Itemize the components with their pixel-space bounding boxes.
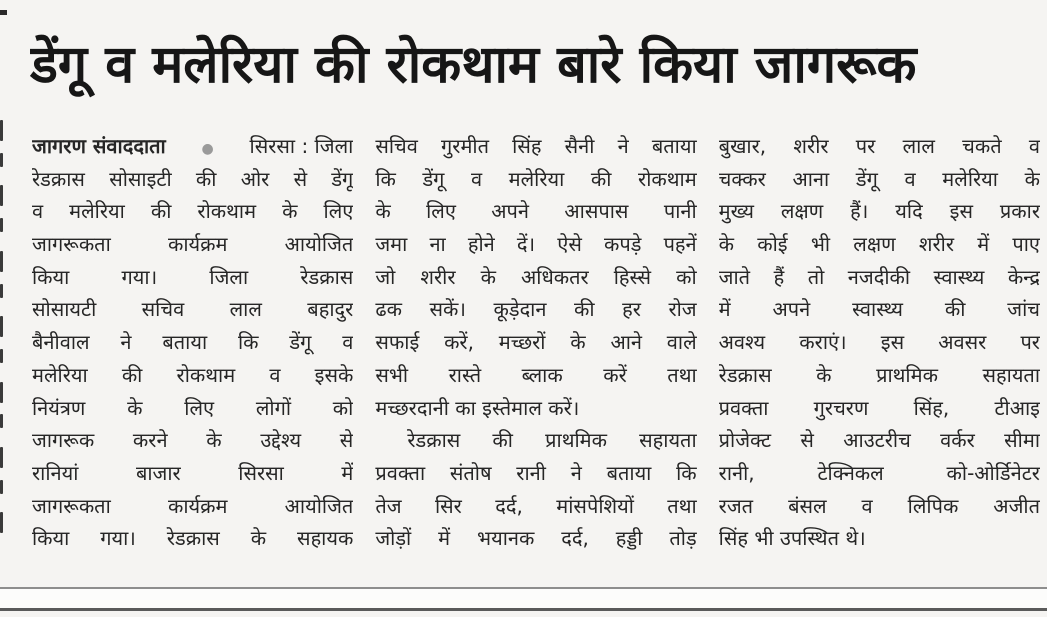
article-line: तेज सिर दर्द, मांसपेशियों तथा [375, 493, 697, 518]
article-line: सिंह भी उपस्थित थे। [718, 526, 866, 551]
article-line: सोसायटी सचिव लाल बहादुर [32, 297, 354, 322]
article-line: जागरूकता कार्यक्रम आयोजित [32, 493, 354, 518]
left-edge-fragment [0, 349, 3, 363]
article-line: अवश्य कराएं। इस अवसर पर [718, 330, 1040, 355]
dateline-location: सिरसा : जिला [249, 134, 354, 158]
article-line: के कोई भी लक्षण शरीर में पाए [718, 232, 1040, 257]
headline: डेंगू व मलेरिया की रोकथाम बारे किया जागरूक [30, 35, 917, 95]
article-column-3 [719, 130, 1040, 562]
article-line: रजत बंसल व लिपिक अजीत [718, 493, 1040, 518]
article-body [32, 130, 1040, 562]
article-line: ढक सकें। कूड़ेदान की हर रोज [375, 297, 697, 322]
left-edge-fragment [0, 185, 3, 206]
left-edge-fragment [0, 512, 3, 533]
dateline-bullet-icon: ● [201, 141, 214, 157]
dateline-source: जागरण संवाददाता [32, 134, 166, 158]
article-line: जागरूक करने के उद्देश्य से [32, 428, 354, 453]
left-edge-fragment [0, 120, 3, 141]
article-line: रेडक्रास के प्राथमिक सहायता [718, 362, 1040, 387]
article-line: व मलेरिया की रोकथाम के लिए [32, 199, 354, 224]
article-column-2 [375, 130, 696, 562]
left-edge-fragment [0, 153, 3, 167]
article-line: प्रोजेक्ट से आउटरीच वर्कर सीमा [718, 428, 1040, 453]
left-edge-fragment [0, 480, 3, 494]
article-line: के लिए अपने आसपास पानी [375, 199, 697, 224]
article-line: मच्छरदानी का इस्तेमाल करें। [375, 395, 580, 420]
article-line: मलेरिया की रोकथाम व इसके [32, 362, 354, 387]
scan-edge-mark [0, 10, 7, 15]
bottom-rule-thin [0, 587, 1047, 589]
rule-gap [0, 589, 1047, 608]
article-line: किया गया। रेडक्रास के सहायक [32, 526, 354, 551]
left-edge-fragment [0, 414, 3, 428]
article-line: प्रवक्ता गुरचरण सिंह, टीआइ [718, 395, 1040, 420]
article-line: रानी, टेक्निकल को-ओर्डिनेटर [718, 460, 1040, 485]
article-line: प्रवक्ता संतोष रानी ने बताया कि [375, 460, 697, 485]
bottom-rule-thick [0, 608, 1047, 611]
article-line: जोड़ों में भयानक दर्द, हड्डी तोड़ [375, 526, 697, 551]
article-line: बुखार, शरीर पर लाल चकते व [718, 134, 1040, 158]
left-edge-fragment [0, 447, 3, 468]
cutoff-left-column-fragments [0, 112, 10, 564]
article-line [32, 130, 353, 163]
article-line: जागरूकता कार्यक्रम आयोजित [32, 232, 354, 257]
article-line: रानियां बाजार सिरसा में [32, 460, 354, 485]
article-line: कि डेंगू व मलेरिया की रोकथाम [375, 166, 697, 191]
article-line: सफाई करें, मच्छरों के आने वाले [375, 330, 697, 355]
article-line: रेडक्रास की प्राथमिक सहायता [407, 428, 697, 453]
article-line: जाते हैं तो नजदीकी स्वास्थ्य केन्द्र [718, 264, 1040, 289]
left-edge-fragment [0, 316, 3, 337]
article-line: जो शरीर के अधिकतर हिस्से को [375, 264, 697, 289]
article-line: मुख्य लक्षण हैं। यदि इस प्रकार [718, 199, 1040, 224]
article-line: सभी रास्ते ब्लाक करें तथा [375, 362, 697, 387]
left-edge-fragment [0, 251, 3, 272]
article-line: जमा ना होने दें। ऐसे कपड़े पहनें [375, 232, 697, 257]
left-edge-fragment [0, 382, 3, 403]
article-line: चक्कर आना डेंगू व मलेरिया के [718, 166, 1040, 191]
article-line: में अपने स्वास्थ्य की जांच [718, 297, 1040, 322]
left-edge-fragment [0, 284, 3, 298]
article-line: सचिव गुरमीत सिंह सैनी ने बताया [375, 134, 697, 158]
article-line: बैनीवाल ने बताया कि डेंगू व [32, 330, 354, 355]
article-line: किया गया। जिला रेडक्रास [32, 264, 354, 289]
article-column-1 [32, 130, 353, 562]
left-edge-fragment [0, 218, 3, 232]
article-line: रेडक्रास सोसाइटी की ओर से डेंगू [32, 166, 354, 191]
article-line: नियंत्रण के लिए लोगों को [32, 395, 354, 420]
